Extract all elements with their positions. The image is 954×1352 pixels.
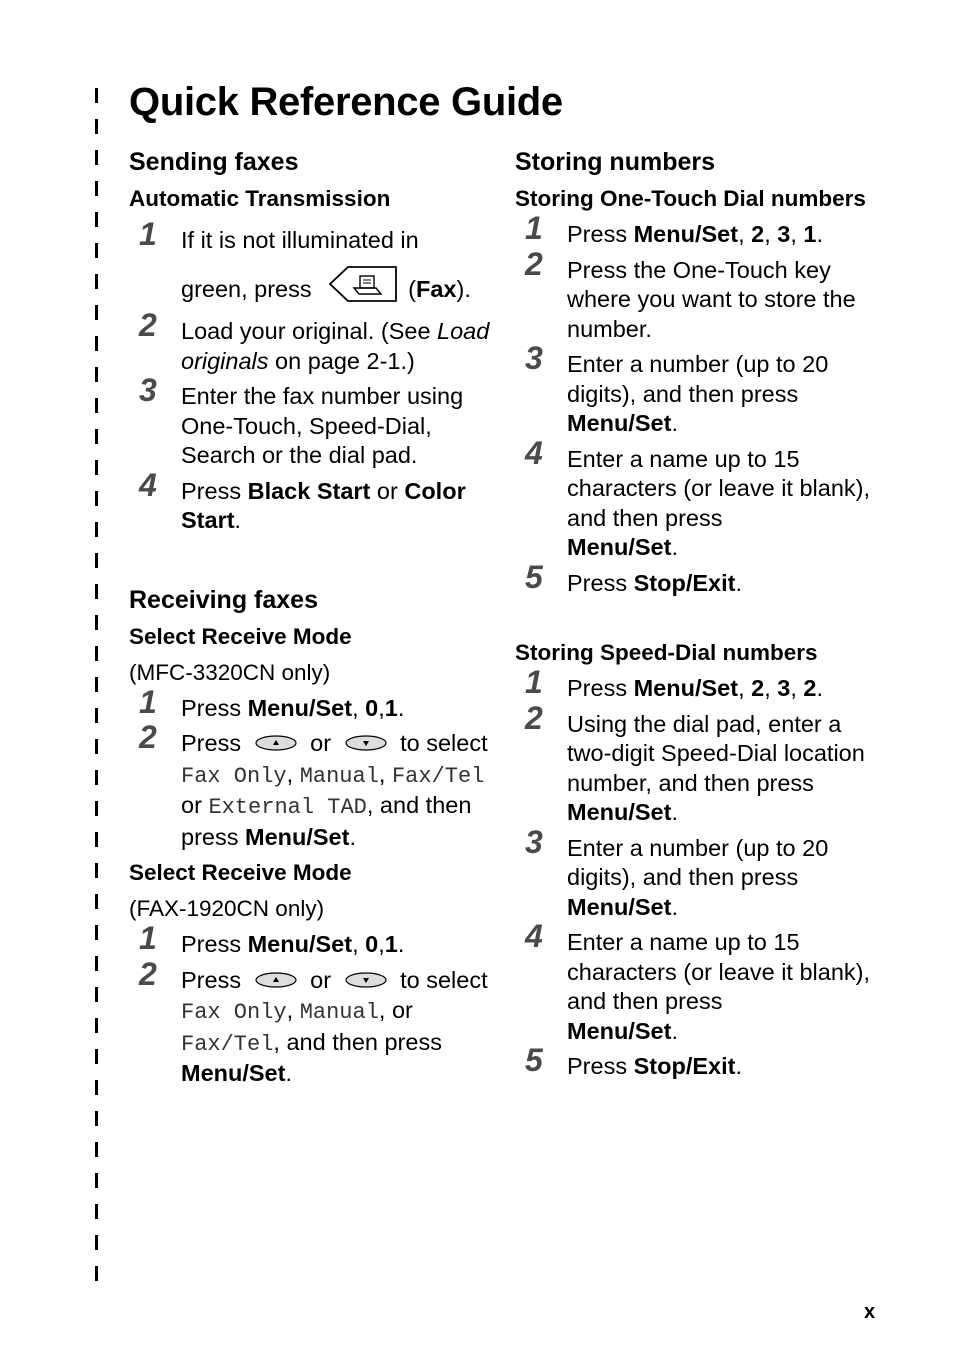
step-number: 3 <box>525 340 543 376</box>
fax-machine-key-icon <box>326 264 400 312</box>
step-number: 1 <box>525 210 543 246</box>
left-column <box>129 144 499 1095</box>
step-number: 4 <box>525 434 543 471</box>
step-number: 4 <box>139 466 157 503</box>
receiving-heading: Receiving faxes <box>129 585 318 614</box>
step-text: Using the dial pad, enter a two-digit Speed-Dial location number, and then press <box>567 710 865 796</box>
step-number: 3 <box>525 823 543 860</box>
step-text: Press <box>567 675 634 701</box>
page-number: x <box>864 1301 876 1323</box>
list-item: 5 Press Stop/Exit. <box>525 1042 742 1079</box>
receive-steps-fax <box>129 920 499 1089</box>
step-text: , or <box>378 997 413 1024</box>
step-text: Press <box>181 694 248 721</box>
step-number: 1 <box>139 920 157 957</box>
list-item <box>129 372 499 471</box>
onetouch-heading: Storing One-Touch Dial numbers <box>515 186 866 211</box>
key-name: Black Start <box>247 477 371 504</box>
step-number: 1 <box>139 683 157 720</box>
list-item <box>129 307 499 376</box>
fax-key-label: Fax <box>416 275 457 302</box>
mode-option: Fax/Tel <box>391 763 485 789</box>
key-name: Menu/Set <box>567 893 672 920</box>
list-item: 1 Press Menu/Set, 2, 3, 1. <box>525 210 824 247</box>
key-name: Menu/Set <box>245 823 350 850</box>
step-text: Press <box>181 477 248 504</box>
list-item: 3 Enter a number (up to 20 digits), and then press Menu/Set. <box>525 340 829 436</box>
receive-steps-mfc <box>129 683 499 853</box>
list-item <box>515 245 890 345</box>
step-text: , <box>352 931 366 958</box>
step-number: 2 <box>139 955 157 992</box>
step-text: to select <box>400 966 488 993</box>
receive-mode-heading: Select Receive Mode <box>129 860 352 886</box>
step-text: or <box>310 730 332 756</box>
step-text: Press <box>181 966 242 993</box>
step-text: , and then press <box>181 792 472 850</box>
step-number: 3 <box>139 372 157 408</box>
key-name: Menu/Set <box>567 799 672 825</box>
sending-heading: Sending faxes <box>129 148 299 176</box>
step-text: Enter a number (up to 20 digits), and then press <box>567 351 829 407</box>
step-text: . <box>285 1060 292 1087</box>
step-text: , <box>378 694 385 721</box>
key-name: 1 <box>384 931 398 958</box>
key-name: Menu/Set <box>567 410 672 436</box>
step-text: green, press <box>181 275 312 302</box>
cross-reference: Load originals <box>181 318 490 374</box>
step-text: ( <box>408 275 416 302</box>
step-number: 2 <box>525 699 543 736</box>
step-text: to select <box>400 730 488 756</box>
step-text: . <box>234 507 242 533</box>
down-arrow-key-icon <box>344 967 388 997</box>
list-item <box>129 466 499 536</box>
key-name: Menu/Set <box>181 1060 286 1087</box>
step-text: . <box>397 694 405 721</box>
step-text: Enter the fax number using One-Touch, Speed-Dial, Search or the dial pad. <box>181 383 464 468</box>
list-item: 3 Enter a number (up to 20 digits), and then press Menu/Set. <box>525 823 829 920</box>
key-name: 3 <box>777 221 791 247</box>
key-name: Menu/Set <box>247 931 353 958</box>
step-text: , and then press <box>273 1028 442 1055</box>
step-text: Press the One-Touch key where you want to store the number. <box>567 256 856 342</box>
up-arrow-key-icon <box>254 967 298 997</box>
page-title: Quick Reference Guide <box>129 80 563 124</box>
step-text: or <box>370 477 405 504</box>
step-text: . <box>349 823 356 850</box>
receive-mode-heading: Select Receive Mode <box>129 623 352 649</box>
list-item <box>129 920 499 960</box>
step-text: ). <box>456 275 471 302</box>
step-text: , <box>352 694 366 721</box>
step-text: Press <box>567 221 634 247</box>
step-text: Enter a name up to 15 characters (or leave it blank), and then press <box>567 445 871 531</box>
mode-option: Manual <box>299 1000 379 1026</box>
key-name: 2 <box>751 675 765 701</box>
step-number: 2 <box>139 719 157 755</box>
step-number: 1 <box>139 216 157 252</box>
storing-heading: Storing numbers <box>515 148 716 176</box>
step-text: , <box>378 931 385 958</box>
list-item: 2 Press or to select Fax Only, Manual, or Fax/Tel, and then press Menu/Set. <box>139 955 488 1087</box>
mode-option: External TAD <box>208 795 367 821</box>
list-item <box>129 216 499 307</box>
key-name: 2 <box>751 221 765 247</box>
step-text: If it is not illuminated in <box>181 227 419 253</box>
speeddial-heading: Storing Speed-Dial numbers <box>515 640 818 665</box>
onetouch-steps <box>515 210 890 598</box>
key-name: 2 <box>803 675 817 701</box>
mode-option: Fax Only <box>181 763 287 789</box>
step-number: 5 <box>525 1042 543 1078</box>
up-arrow-key-icon <box>254 730 298 760</box>
step-text: . <box>397 931 405 958</box>
key-name: Stop/Exit <box>633 569 736 596</box>
mode-option: Fax Only <box>181 1000 287 1026</box>
model-note: (FAX-1920CN only) <box>129 896 325 922</box>
cut-line <box>95 88 98 1288</box>
step-text: Enter a name up to 15 characters (or leave it blank), and then press <box>567 929 871 1014</box>
key-name: Menu/Set <box>633 221 739 247</box>
right-column <box>515 144 890 1088</box>
key-name: Menu/Set <box>567 534 672 560</box>
step-text: Press <box>567 1053 634 1079</box>
list-item: 2 Using the dial pad, enter a two-digit Speed-Dial location number, and then press Menu/Set. <box>525 699 865 825</box>
step-text: Enter a number (up to 20 digits), and then press <box>567 834 829 890</box>
step-text: or <box>310 966 332 993</box>
step-number: 1 <box>525 664 543 700</box>
list-item: 1 Press Menu/Set, 2, 3, 2. <box>525 664 824 701</box>
key-name: 1 <box>803 221 817 247</box>
mode-option: Manual <box>299 763 379 789</box>
key-name: Menu/Set <box>247 694 353 721</box>
step-text: Load your original. (See <box>181 318 438 344</box>
step-text: or <box>181 792 202 819</box>
list-item: 4 Enter a name up to 15 characters (or leave it blank), and then press Menu/Set. <box>525 434 871 560</box>
sending-steps <box>129 216 499 536</box>
key-name: 0 <box>365 694 379 721</box>
step-number: 4 <box>525 918 543 954</box>
step-number: 2 <box>525 245 543 282</box>
list-item: 5 Press Stop/Exit. <box>525 558 742 596</box>
step-text: on page 2-1.) <box>268 347 415 374</box>
step-number: 2 <box>139 307 157 343</box>
speeddial-steps <box>515 664 890 1082</box>
step-text: Press <box>181 931 248 958</box>
key-name: Menu/Set <box>567 1017 672 1044</box>
list-item: 2 Press or to select Fax Only, Manual, Fax/Tel or External TAD, and then press Menu/Set. <box>139 719 488 850</box>
key-name: 0 <box>365 931 379 958</box>
key-name: 1 <box>384 694 398 721</box>
model-note: (MFC-3320CN only) <box>129 659 331 685</box>
list-item: 4 Enter a name up to 15 characters (or leave it blank), and then press Menu/Set. <box>525 918 871 1044</box>
step-text: Press <box>181 730 242 756</box>
key-name: Color Start <box>181 477 466 533</box>
key-name: Stop/Exit <box>633 1053 736 1079</box>
auto-transmission-heading: Automatic Transmission <box>129 186 391 211</box>
mode-option: Fax/Tel <box>181 1031 274 1057</box>
key-name: Menu/Set <box>633 675 739 701</box>
key-name: 3 <box>777 675 791 701</box>
step-number: 5 <box>525 558 543 595</box>
step-text: Press <box>567 569 634 596</box>
list-item <box>129 683 499 724</box>
down-arrow-key-icon <box>344 730 388 760</box>
